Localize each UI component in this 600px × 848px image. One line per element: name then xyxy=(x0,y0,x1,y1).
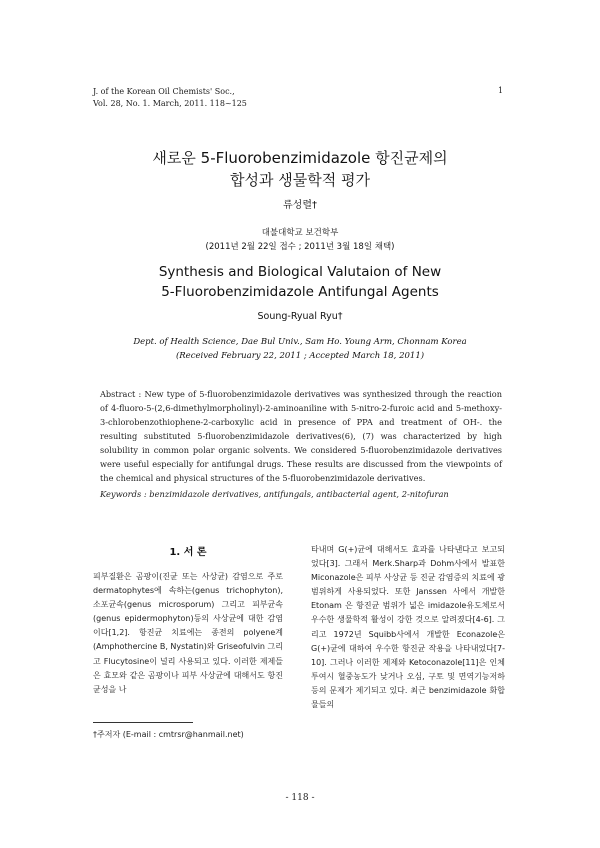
journal-line-2: Vol. 28, No. 1. March, 2011. 118~125 xyxy=(93,99,247,108)
body-column-right: 타내며 G(+)균에 대해서도 효과를 나타낸다고 보고되었다[3]. 그래서 Merk.Sharp과 Dohm사에서 발표한 Miconazole은 피부 사상균 등 진균 감염증의 치료에 광범위하게 사용되었다. 또한 Janssen 사에서 개발한 Etonam 은 항진균 범위가 넓은 imidazole유도체로서 우수한 생물학적 활성이 강한 것으로 알려졌다[4-6]. 그리고 1972년 Squibb사에서 개발한 Econazole은 G(+)균에 대하여 우수한 항진균 작용을 나타내었다[7-10]. 그러나 이러한 제제와 Ketoconazole[11]은 인체투여시 혈중농도가 낮거나 오심, 구토 및 면역기능저하 등의 문제가 제기되고 있다. 최근 benzimidazole 화합물들의 xyxy=(311,545,505,710)
korean-title-line-2: 합성과 생물학적 평가 xyxy=(230,171,370,189)
keywords-label: Keywords : xyxy=(100,489,147,499)
abstract-text: New type of 5-fluorobenzimidazole derivatives was synthesized through the reaction of 4-fluoro-5-(2,6-dimethylmorpholinyl)-2-aminoaniline with 5-nitro-2-furoic acid and 5-methoxy-3-chlorobenzothiophene-2-carboxylic acid in presence of PPA and treatment of OH-. the resulting substituted 5-fluorobenzimidazole derivatives(6), (7) was characterized by high solubility in common polar organic solvents. We considered 5-fluorobenzimidazole derivatives were useful especially for antifungal drugs. These results are discussed from the viewpoints of the chemical and physical structures of the 5-fluorobenzimidazole derivatives. xyxy=(100,389,503,483)
korean-affiliation xyxy=(0,226,600,254)
section-title-introduction: 1. 서 론 xyxy=(169,547,207,558)
korean-title xyxy=(0,147,600,191)
english-affiliation-name: Dept. of Health Science, Dae Bul Univ., Sam Ho. Young Arm, Chonnam Korea xyxy=(133,337,467,347)
page-number-top: 1 xyxy=(498,86,504,95)
footnote-divider xyxy=(93,722,193,723)
english-author: Soung-Ryual Ryu† xyxy=(257,311,343,322)
keywords xyxy=(100,488,510,501)
english-affiliation xyxy=(0,335,600,363)
korean-dates: (2011년 2월 22일 접수 ; 2011년 3월 18일 채택) xyxy=(205,242,395,252)
abstract-label: Abstract : xyxy=(100,389,142,399)
english-dates: (Received February 22, 2011 ; Accepted March 18, 2011) xyxy=(175,351,425,361)
journal-citation xyxy=(93,86,247,110)
page-number-bottom: - 118 - xyxy=(285,793,315,803)
journal-line-1: J. of the Korean Oil Chemists' Soc., xyxy=(93,87,235,96)
body-column-left: 피부질환은 곰팡이(진균 또는 사상균) 감염으로 주로 dermatophytes에 속하는(genus trichophyton), 소포균속(genus microsporum) 그리고 피부균속(genus epidermophyton)등의 사상균에 대한 감염이다[1,2]. 항진균 치료에는 종전의 polyene계(Amphothercine B, Nystatin)와 Griseofulvin 그리고 Flucytosine이 널리 사용되고 있다. 이러한 제제들은 효모와 같은 곰팡이나 피부 사상균에 대해서도 항진균성을 나 xyxy=(93,572,283,694)
korean-author: 류성렬† xyxy=(283,200,317,211)
keywords-text: benzimidazole derivatives, antifungals, antibacterial agent, 2-nitofuran xyxy=(149,489,449,499)
korean-affiliation-name: 대불대학교 보건학부 xyxy=(261,228,339,238)
english-title-line-2: 5-Fluorobenzimidazole Antifungal Agents xyxy=(161,284,439,300)
korean-title-line-1: 새로운 5-Fluorobenzimidazole 항진균제의 xyxy=(152,149,448,167)
english-title xyxy=(0,262,600,302)
english-title-line-1: Synthesis and Biological Valutaion of New xyxy=(158,264,442,280)
abstract xyxy=(100,387,502,485)
footnote: †주저자 (E-mail : cmtrsr@hanmail.net) xyxy=(93,730,244,739)
